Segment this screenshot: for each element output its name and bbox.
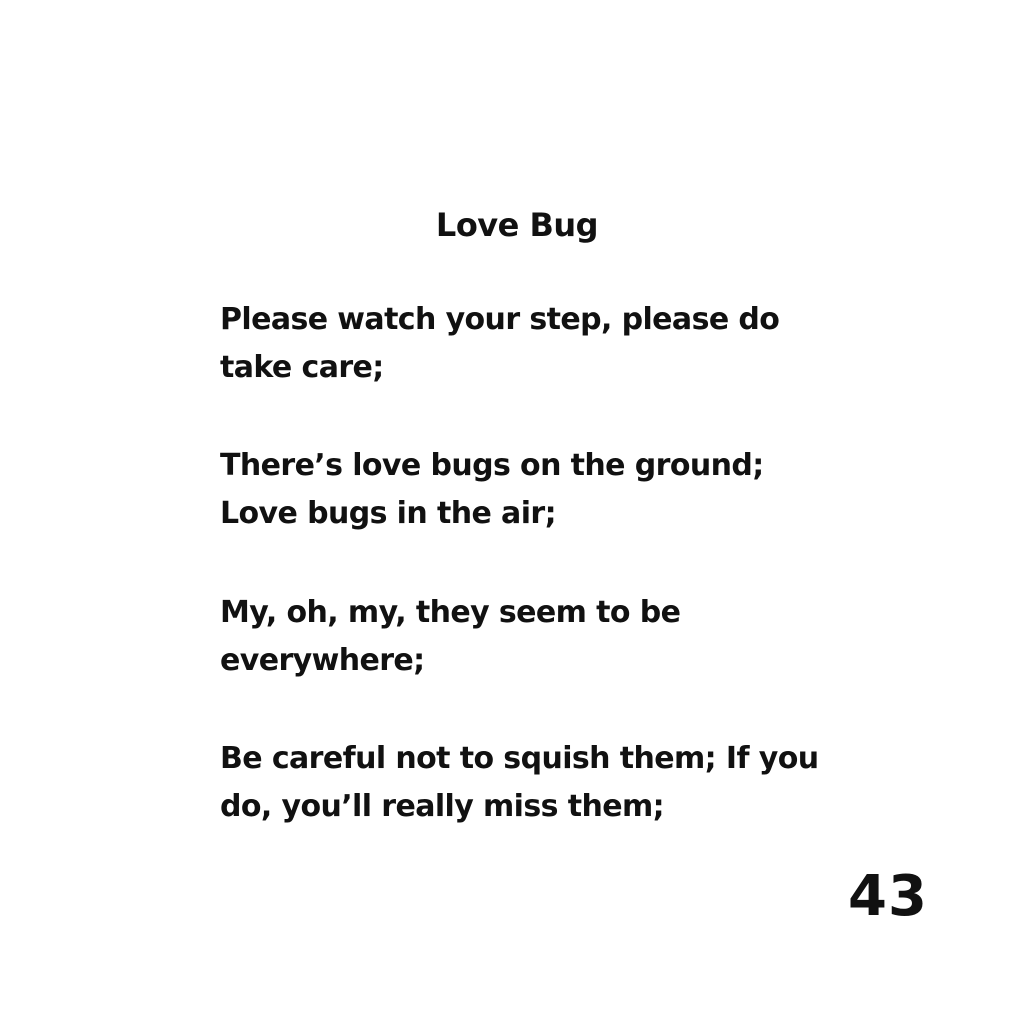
poem-stanza-4: Be careful not to squish them; If you do, you’ll really miss them; (220, 741, 819, 824)
poem-title: Love Bug (435, 206, 599, 244)
poem-stanza-1: Please watch your step, please do take care; (220, 302, 780, 385)
poem-stanza-3: My, oh, my, they seem to be everywhere; (220, 595, 681, 678)
poem-stanza-2: There’s love bugs on the ground; Love bugs in the air; (220, 448, 764, 531)
page-number: 43 (848, 864, 928, 929)
